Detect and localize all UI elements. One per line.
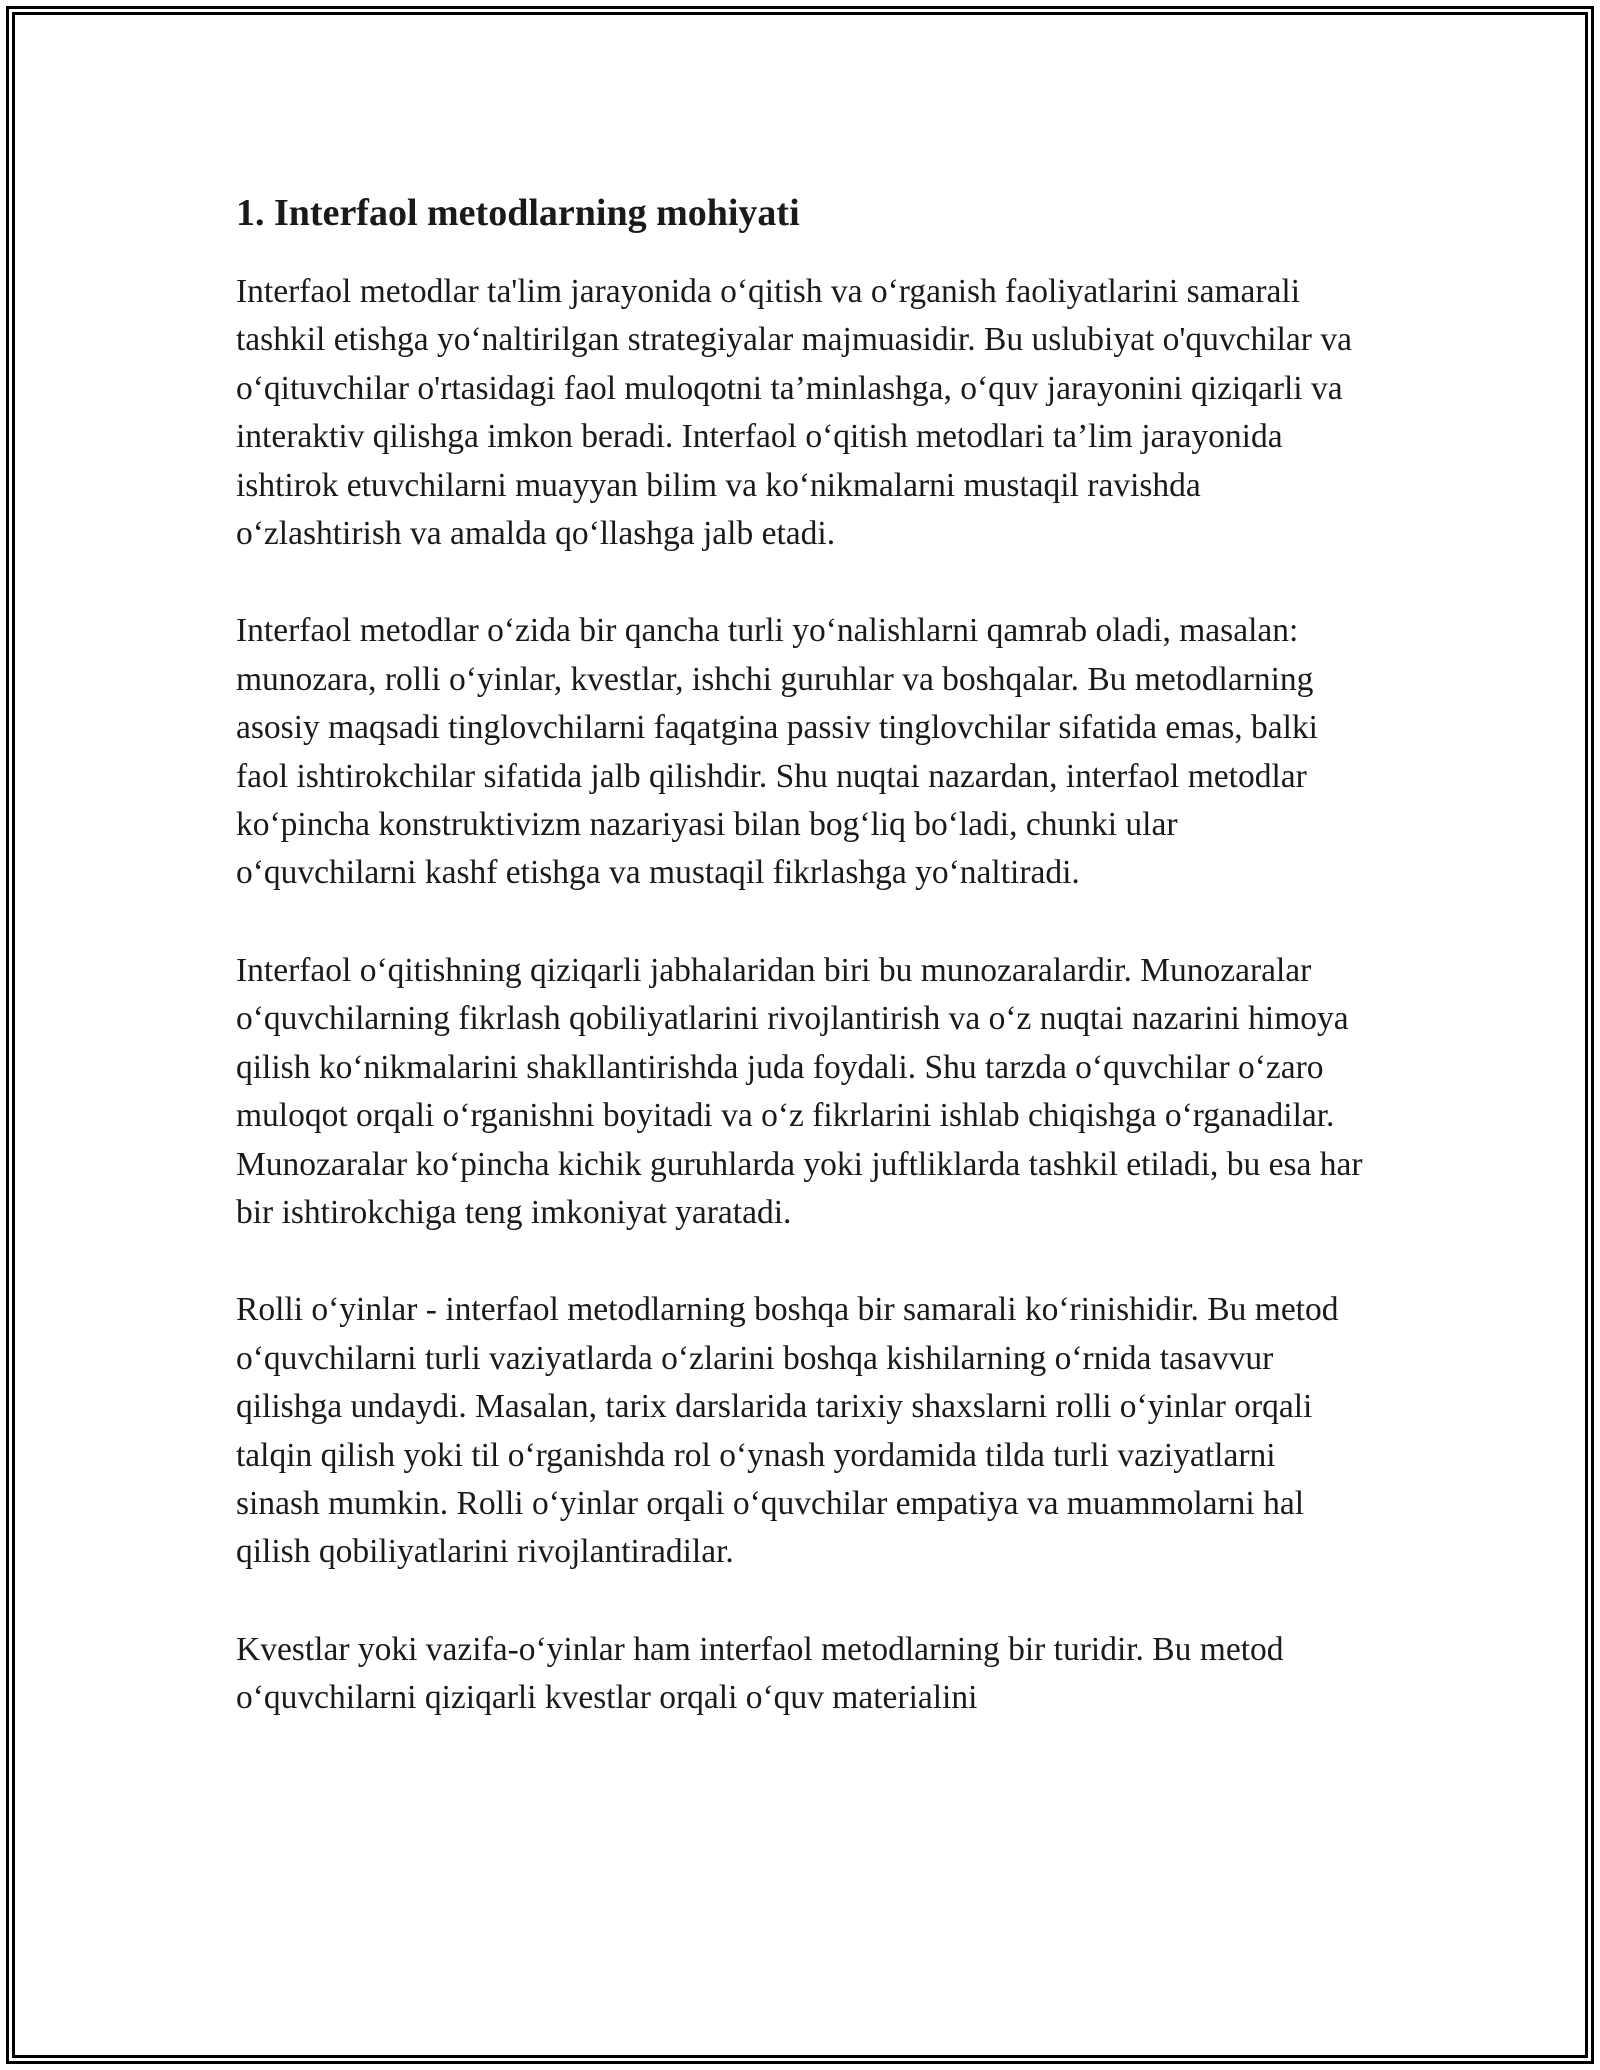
paragraph-2: Interfaol metodlar o‘zida bir qancha turli yo‘nalishlarni qamrab oladi, masalan: munozara, rolli o‘yinlar, kvestlar, ishchi guruhlar va boshqalar. Bu metodlarning asosiy maqsadi tinglovchilarni faqatgina passiv tinglovchilar sifatida emas, balki faol ishtirokchilar sifatida jalb qilishdir. Shu nuqtai nazardan, interfaol metodlar ko‘pincha konstruktivizm nazariyasi bilan bog‘liq bo‘ladi, chunki ular o‘quvchilarni kashf etishga va mustaqil fikrlashga yo‘naltiradi. [236, 612, 1318, 892]
section-heading: 1. Interfaol metodlarning mohiyati [236, 192, 800, 234]
document-body [236, 186, 1366, 1723]
paragraph-3: Interfaol o‘qitishning qiziqarli jabhalaridan biri bu munozaralardir. Munozaralar o‘quvchilarning fikrlash qobiliyatlarini rivojlantirish va o‘z nuqtai nazarini himoya qilish ko‘nikmalarini shakllantirishda juda foydali. Shu tarzda o‘quvchilar o‘zaro muloqot orqali o‘rganishni boyitadi va o‘z fikrlarini ishlab chiqishga o‘rganadilar. Munozaralar ko‘pincha kichik guruhlarda yoki juftliklarda tashkil etiladi, bu esa har bir ishtirokchiga teng imkoniyat yaratadi. [236, 951, 1363, 1231]
paragraph-1: Interfaol metodlar ta'lim jarayonida o‘qitish va o‘rganish faoliyatlarini samarali tashkil etishga yo‘naltirilgan strategiyalar majmuasidir. Bu uslubiyat o'quvchilar va o‘qituvchilar o'rtasidagi faol muloqotni ta’minlashga, o‘quv jarayonini qiziqarli va interaktiv qilishga imkon beradi. Interfaol o‘qitish metodlari ta’lim jarayonida ishtirok etuvchilarni muayyan bilim va ko‘nikmalarni mustaqil ravishda o‘zlashtirish va amalda qo‘llashga jalb etadi. [236, 273, 1352, 553]
paragraph-5: Kvestlar yoki vazifa-o‘yinlar ham interfaol metodlarning bir turidir. Bu metod o‘quvchilarni qiziqarli kvestlar orqali o‘quv materialini [236, 1630, 1284, 1717]
paragraph-4: Rolli o‘yinlar - interfaol metodlarning boshqa bir samarali ko‘rinishidir. Bu metod o‘quvchilarni turli vaziyatlarda o‘zlarini boshqa kishilarning o‘rnida tasavvur qilishga undaydi. Masalan, tarix darslarida tarixiy shaxslarni rolli o‘yinlar orqali talqin qilish yoki til o‘rganishda rol o‘ynash yordamida tilda turli vaziyatlarni sinash mumkin. Rolli o‘yinlar orqali o‘quvchilar empatiya va muammolarni hal qilish qobiliyatlarini rivojlantiradilar. [236, 1291, 1339, 1571]
